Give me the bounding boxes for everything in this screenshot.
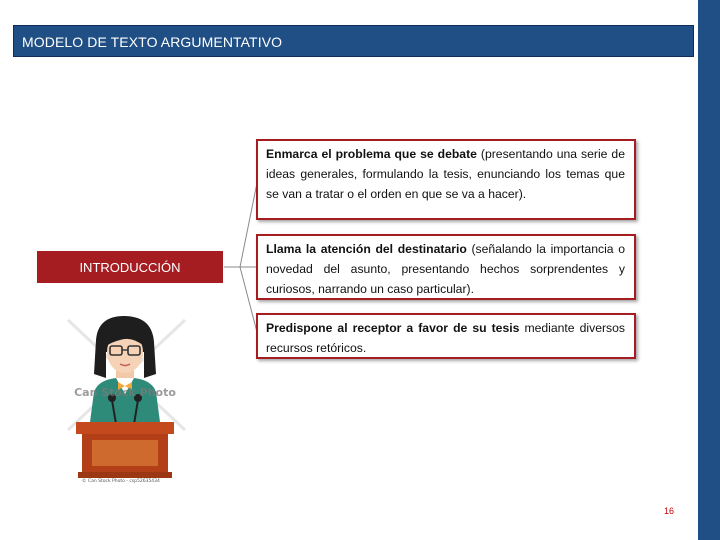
right-accent-bar [698, 0, 720, 540]
intro-point-box [256, 313, 636, 359]
intro-point-bold: Enmarca el problema que se debate [266, 147, 477, 161]
intro-label-box [37, 251, 223, 283]
intro-point-bold: Predispone al receptor a favor de su tesis [266, 321, 520, 335]
page-number: 16 [664, 506, 675, 516]
image-watermark: Can Stock Photo [74, 386, 176, 399]
intro-label: INTRODUCCIÓN [79, 259, 181, 275]
title-bar [13, 25, 694, 57]
intro-point-box [256, 234, 636, 300]
slide-title: MODELO DE TEXTO ARGUMENTATIVO [22, 34, 283, 50]
intro-point-text: (presentando una serie de ideas generales, formulando la tesis, enunciando los temas que se van a tratar o el orden en que se va a hacer). [266, 147, 625, 201]
intro-point-bold: Llama la atención del destinatario [266, 242, 467, 256]
intro-point-box [256, 139, 636, 220]
intro-point-text: (señalando la importancia o novedad del asunto, presentando hechos sorprendentes y curiosos, narrando un caso particular). [266, 242, 625, 296]
image-credit: © Can Stock Photo - csp52635434 [82, 479, 160, 484]
intro-point-text: mediante diversos recursos retóricos. [266, 321, 626, 355]
speaker-at-podium-illustration [60, 312, 190, 484]
